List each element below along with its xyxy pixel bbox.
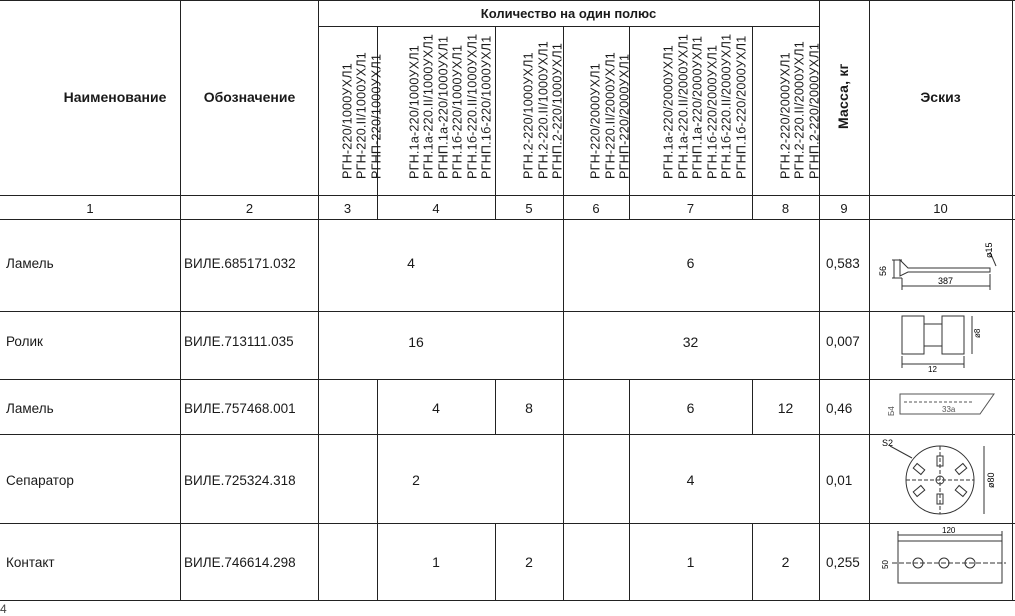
col-number-1: 1 [86, 201, 94, 216]
page-margin-mark: 4 [0, 602, 7, 616]
row-3-qty-1000: 4 [432, 400, 440, 416]
variant-label: РГН-220/1000УХЛ1 [340, 62, 355, 179]
header-rule [0, 195, 1015, 196]
row-2-mass: 0,007 [826, 334, 860, 349]
variant-label: РГНП.2-220/1000УХЛ1 [550, 42, 565, 179]
variant-label: РГН.1а-220.II/1000УХЛ1 [421, 33, 436, 179]
col-number-5: 5 [525, 201, 533, 216]
sketch-4-dim-b: ø80 [986, 472, 996, 488]
variant-col-4 [377, 27, 495, 195]
variant-label: РГН.2-220/2000УХЛ1 [778, 51, 793, 179]
variant-label: РГН.2-220/1000УХЛ1 [521, 51, 536, 179]
row-2-qty-2000: 32 [682, 334, 699, 350]
col-number-8: 8 [781, 201, 790, 216]
row-3-name: Ламель [6, 401, 54, 416]
variant-label: РГН-220.II/1000УХЛ1 [354, 51, 369, 179]
variant-label: РГН.1а-220/2000УХЛ1 [661, 44, 676, 179]
row-3-qty-c5: 8 [525, 400, 533, 416]
variant-label: РГНП-220/1000УХЛ1 [369, 53, 384, 179]
col-number-2: 2 [245, 201, 254, 216]
variant-label: РГН.2-220.II/1000УХЛ1 [536, 40, 551, 179]
header-designation: Обозначение [203, 89, 296, 105]
table-border-bottom [0, 600, 1015, 601]
variant-label: РГН.2-220.II/2000УХЛ1 [792, 40, 807, 179]
variant-label: РГН.1а-220.II/2000УХЛ1 [676, 33, 690, 179]
col-number-6: 6 [592, 201, 600, 216]
variant-col-5 [495, 27, 563, 195]
variant-label: РГН-220/2000УХЛ1 [588, 62, 603, 179]
variant-col-6 [563, 27, 632, 195]
variant-label: РГН.1а-220/1000УХЛ1 [407, 44, 421, 179]
row-4-mass: 0,01 [826, 473, 853, 488]
row-1-qty-1000: 4 [407, 255, 415, 271]
row-3-mass: 0,46 [826, 401, 853, 416]
sketch-separator [872, 436, 1010, 522]
row-5-mass: 0,255 [826, 555, 860, 570]
sketch-1-dim-a: 56 [878, 265, 888, 276]
row-1-designation: ВИЛЕ.685171.032 [184, 256, 296, 271]
row-5-qty-1000: 1 [432, 554, 440, 570]
variant-label: РГНП.1б-220/2000УХЛ1 [734, 35, 748, 179]
col-line-10 [1012, 0, 1013, 600]
row-2-name: Ролик [6, 334, 43, 349]
sketch-5-dim-b: 50 [881, 560, 890, 569]
header-mass: Масса, кг [835, 62, 851, 129]
header-sketch: Эскиз [920, 89, 961, 105]
row-4-qty-2000: 4 [686, 472, 695, 488]
row-4-name: Сепаратор [6, 473, 74, 488]
variant-label: РГН.1б-220.II/2000УХЛ1 [719, 33, 734, 179]
sketch-lamel-2 [872, 384, 1010, 430]
variant-label: РГНП.1а-220/1000УХЛ1 [436, 35, 450, 179]
col-number-4: 4 [432, 201, 440, 216]
number-rule [0, 219, 1015, 220]
row-rule-2 [0, 379, 1015, 380]
sketch-3-dim-b: 33а [942, 405, 956, 414]
sketch-2-dim-a: ø8 [973, 328, 982, 338]
variant-label: РГН.1б-220/2000УХЛ1 [705, 44, 719, 179]
row-5-qty-2000: 1 [686, 554, 695, 570]
variant-label: РГНП-220/2000УХЛ1 [617, 53, 632, 179]
sketch-4-dim-a: S2 [882, 438, 894, 448]
row-4-qty-1000: 2 [412, 472, 420, 488]
row-rule-3 [0, 434, 1015, 435]
row-5-designation: ВИЛЕ.746614.298 [184, 555, 296, 570]
sketch-2-dim-b: 12 [928, 365, 937, 374]
sketch-roller [872, 314, 1010, 376]
row-5-name: Контакт [6, 555, 55, 570]
header-name: Наименование [63, 89, 167, 105]
row-1-qty-2000: 6 [686, 255, 695, 271]
sketch-3-dim-a: Б4 [887, 406, 896, 416]
sketch-1-dim-c: 387 [938, 276, 954, 286]
variant-label: РГН-220.II/2000УХЛ1 [603, 51, 618, 179]
col-number-10: 10 [933, 201, 948, 216]
col-number-7: 7 [686, 201, 695, 216]
row-1-name: Ламель [6, 256, 54, 271]
table-border-top [0, 0, 1015, 1]
header-qty-group: Количество на один полюс [480, 6, 657, 21]
sketch-5-dim-a: 120 [942, 526, 956, 535]
col-number-3: 3 [343, 201, 352, 216]
row-5-qty-c5: 2 [525, 554, 533, 570]
row-2-designation: ВИЛЕ.713111.035 [184, 334, 294, 349]
variant-label: РГНП.1б-220/1000УХЛ1 [479, 35, 494, 179]
row-3-designation: ВИЛЕ.757468.001 [184, 401, 296, 416]
sketch-1-dim-b: ø15 [984, 242, 994, 258]
row-1-mass: 0,583 [826, 256, 860, 271]
variant-col-7 [629, 27, 752, 195]
row-5-qty-c8: 2 [781, 554, 790, 570]
variant-label: РГН.1б-220/1000УХЛ1 [450, 44, 465, 179]
row-2-qty-1000: 16 [408, 334, 424, 350]
variant-label: РГНП.2-220/2000УХЛ1 [807, 42, 822, 179]
sketch-lamel-1 [872, 226, 1010, 306]
row-3-qty-2000: 6 [686, 400, 695, 416]
row-3-qty-c8: 12 [777, 400, 794, 416]
variant-label: РГНП.1а-220/2000УХЛ1 [690, 35, 705, 179]
sketch-contact [872, 525, 1010, 599]
row-4-designation: ВИЛЕ.725324.318 [184, 473, 296, 488]
col-number-9: 9 [840, 201, 848, 216]
row-rule-4 [0, 523, 1015, 524]
variant-col-8 [752, 27, 822, 195]
variant-col-3 [318, 27, 384, 195]
row-rule-1 [0, 311, 1015, 312]
variant-label: РГН.1б-220.II/1000УХЛ1 [465, 33, 479, 179]
